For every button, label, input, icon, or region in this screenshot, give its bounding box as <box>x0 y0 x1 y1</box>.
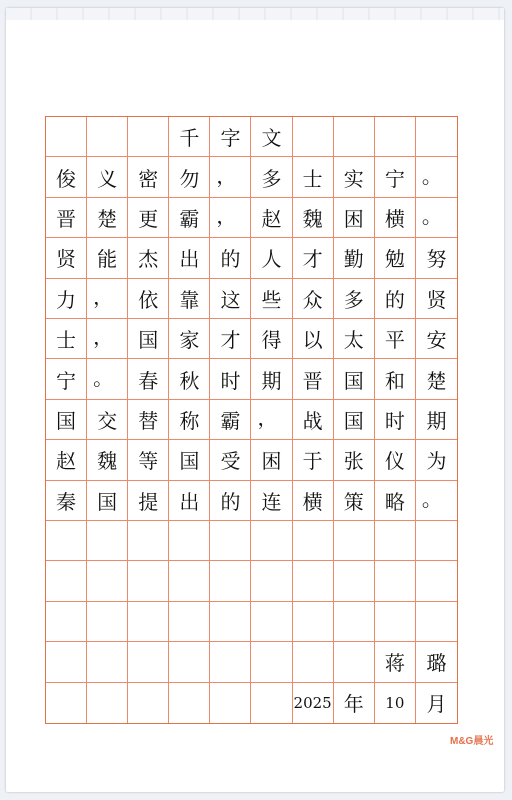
grid-cell <box>169 602 210 642</box>
grid-cell: 杰 <box>128 238 169 278</box>
grid-cell <box>128 521 169 561</box>
grid-cell: 依 <box>128 279 169 319</box>
grid-cell: 人 <box>251 238 292 278</box>
grid-cell <box>293 642 334 682</box>
grid-cell <box>416 521 457 561</box>
grid-cell: ， <box>210 198 251 238</box>
grid-cell <box>251 683 292 723</box>
grid-cell <box>128 642 169 682</box>
grid-cell <box>46 117 87 157</box>
grid-cell: 靠 <box>169 279 210 319</box>
grid-cell: 国 <box>334 400 375 440</box>
grid-cell <box>375 561 416 601</box>
grid-cell: 困 <box>251 440 292 480</box>
grid-cell: 连 <box>251 481 292 521</box>
grid-cell: 于 <box>293 440 334 480</box>
grid-cell: 2025 <box>293 683 334 723</box>
grid-cell: 密 <box>128 157 169 197</box>
writing-grid <box>45 116 458 724</box>
grid-cell: 秋 <box>169 359 210 399</box>
grid-cell <box>210 683 251 723</box>
grid-cell <box>334 561 375 601</box>
grid-cell: 宁 <box>46 359 87 399</box>
grid-cell: ， <box>87 319 128 359</box>
grid-cell: 字 <box>210 117 251 157</box>
grid-cell: 年 <box>334 683 375 723</box>
grid-cell <box>87 642 128 682</box>
grid-cell: 提 <box>128 481 169 521</box>
grid-cell: 勤 <box>334 238 375 278</box>
grid-cell <box>46 683 87 723</box>
grid-cell: 10 <box>375 683 416 723</box>
grid-cell: 交 <box>87 400 128 440</box>
grid-cell: 。 <box>416 157 457 197</box>
grid-cell: 仪 <box>375 440 416 480</box>
grid-cell: 楚 <box>87 198 128 238</box>
grid-cell: 璐 <box>416 642 457 682</box>
grid-cell: 国 <box>169 440 210 480</box>
grid-cell: 横 <box>293 481 334 521</box>
grid-cell <box>87 117 128 157</box>
grid-cell: 和 <box>375 359 416 399</box>
grid-cell: 魏 <box>293 198 334 238</box>
grid-cell: 横 <box>375 198 416 238</box>
grid-cell: 魏 <box>87 440 128 480</box>
grid-cell: 多 <box>334 279 375 319</box>
grid-cell: 。 <box>416 198 457 238</box>
grid-cell <box>293 561 334 601</box>
grid-cell: 楚 <box>416 359 457 399</box>
grid-cell: 称 <box>169 400 210 440</box>
grid-cell <box>251 642 292 682</box>
grid-cell <box>416 117 457 157</box>
grid-cell <box>210 521 251 561</box>
grid-cell: 出 <box>169 238 210 278</box>
grid-cell: 霸 <box>210 400 251 440</box>
grid-cell <box>334 117 375 157</box>
grid-cell <box>169 642 210 682</box>
grid-cell: 更 <box>128 198 169 238</box>
grid-cell <box>87 683 128 723</box>
grid-cell: 略 <box>375 481 416 521</box>
grid-cell: ， <box>251 400 292 440</box>
grid-cell: 家 <box>169 319 210 359</box>
grid-cell <box>46 561 87 601</box>
grid-cell <box>375 521 416 561</box>
grid-cell: 贤 <box>46 238 87 278</box>
grid-cell: 努 <box>416 238 457 278</box>
grid-cell <box>293 117 334 157</box>
grid-cell: 平 <box>375 319 416 359</box>
grid-cell: 多 <box>251 157 292 197</box>
grid-cell: 能 <box>87 238 128 278</box>
grid-cell: 战 <box>293 400 334 440</box>
grid-cell: 这 <box>210 279 251 319</box>
grid-cell: 替 <box>128 400 169 440</box>
grid-cell <box>169 521 210 561</box>
grid-cell: 以 <box>293 319 334 359</box>
grid-cell: 期 <box>251 359 292 399</box>
grid-cell: 期 <box>416 400 457 440</box>
grid-cell <box>87 561 128 601</box>
grid-cell: 受 <box>210 440 251 480</box>
grid-cell: 困 <box>334 198 375 238</box>
grid-cell <box>375 117 416 157</box>
grid-cell <box>251 521 292 561</box>
grid-cell: 贤 <box>416 279 457 319</box>
grid-cell: 时 <box>210 359 251 399</box>
grid-cell <box>334 521 375 561</box>
grid-cell: 些 <box>251 279 292 319</box>
grid-cell <box>375 602 416 642</box>
grid-cell: 的 <box>210 238 251 278</box>
grid-cell <box>210 642 251 682</box>
grid-cell: 文 <box>251 117 292 157</box>
grid-cell: 赵 <box>46 440 87 480</box>
brand-logo: M&G晨光 <box>450 736 494 747</box>
grid-cell <box>169 561 210 601</box>
grid-cell: 士 <box>293 157 334 197</box>
grid-cell <box>416 561 457 601</box>
grid-cell: 才 <box>293 238 334 278</box>
grid-cell: 等 <box>128 440 169 480</box>
grid-cell: 秦 <box>46 481 87 521</box>
grid-cell: 俊 <box>46 157 87 197</box>
grid-cell <box>87 521 128 561</box>
grid-cell: 春 <box>128 359 169 399</box>
grid-cell: 安 <box>416 319 457 359</box>
grid-cell: 时 <box>375 400 416 440</box>
grid-cell: 。 <box>416 481 457 521</box>
grid-cell <box>46 642 87 682</box>
grid-cell <box>128 683 169 723</box>
grid-cell <box>128 561 169 601</box>
grid-cell <box>128 602 169 642</box>
grid-cell: 晋 <box>46 198 87 238</box>
grid-cell: 的 <box>210 481 251 521</box>
grid-cell: 国 <box>46 400 87 440</box>
grid-cell <box>251 602 292 642</box>
grid-cell: 力 <box>46 279 87 319</box>
grid-cell: 出 <box>169 481 210 521</box>
grid-cell <box>334 642 375 682</box>
grid-cell: 赵 <box>251 198 292 238</box>
grid-cell: 张 <box>334 440 375 480</box>
grid-cell: 。 <box>87 359 128 399</box>
grid-cell <box>169 683 210 723</box>
grid-cell: ， <box>87 279 128 319</box>
grid-cell <box>46 602 87 642</box>
grid-cell: 国 <box>87 481 128 521</box>
grid-cell: 的 <box>375 279 416 319</box>
grid-cell <box>251 561 292 601</box>
grid-cell <box>210 561 251 601</box>
binding-strip <box>6 8 504 20</box>
grid-cell: 国 <box>128 319 169 359</box>
grid-cell: 霸 <box>169 198 210 238</box>
grid-cell <box>334 602 375 642</box>
grid-cell: 勉 <box>375 238 416 278</box>
grid-cell: 月 <box>426 692 447 717</box>
grid-cell: 实 <box>334 157 375 197</box>
grid-cell: 义 <box>87 157 128 197</box>
grid-cell: 才 <box>210 319 251 359</box>
grid-cell: 勿 <box>169 157 210 197</box>
grid-cell: 得 <box>251 319 292 359</box>
grid-cell <box>87 602 128 642</box>
grid-cell: 国 <box>334 359 375 399</box>
grid-cell <box>293 521 334 561</box>
grid-cell <box>210 602 251 642</box>
grid-cell <box>293 602 334 642</box>
grid-cell: 策 <box>334 481 375 521</box>
grid-cell: 蒋 <box>375 642 416 682</box>
grid-cell: 为 <box>416 440 457 480</box>
grid-cell: ， <box>210 157 251 197</box>
grid-cell: 宁 <box>375 157 416 197</box>
grid-cell: 千 <box>169 117 210 157</box>
grid-cell: 太 <box>334 319 375 359</box>
grid-cell: 众 <box>293 279 334 319</box>
grid-cell <box>46 521 87 561</box>
grid-cell: 晋 <box>293 359 334 399</box>
grid-cell <box>128 117 169 157</box>
grid-cell: 士 <box>46 319 87 359</box>
grid-cell <box>416 602 457 642</box>
